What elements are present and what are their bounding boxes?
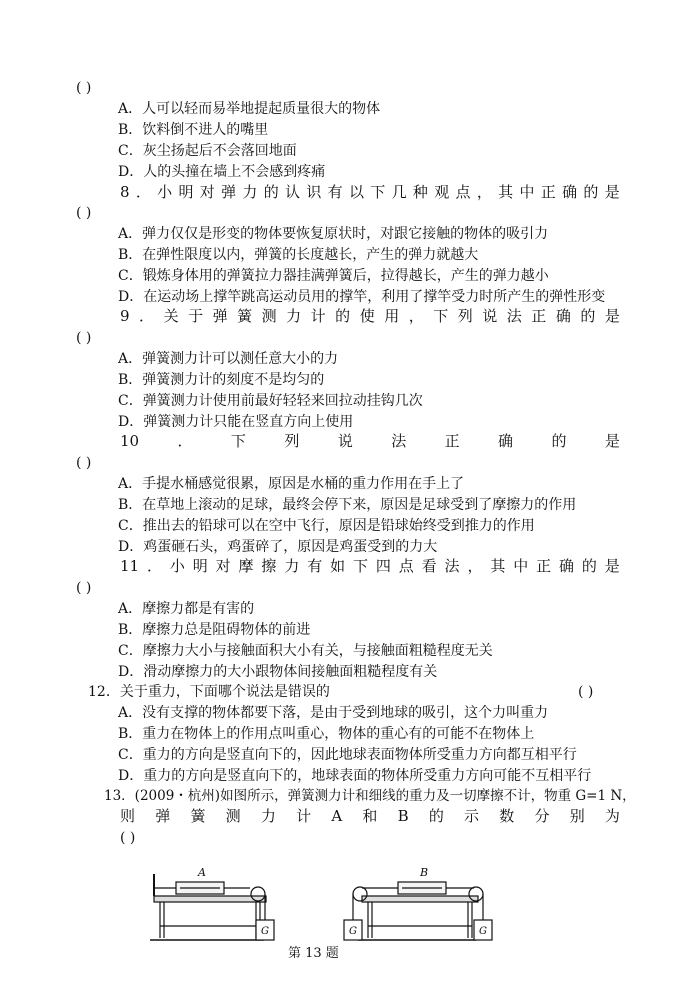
q13-stem-line2	[120, 806, 620, 826]
q10-stem-char: 说	[337, 432, 353, 450]
q7-option-c: C．灰尘扬起后不会落回地面	[118, 143, 297, 159]
q8-stem-char: 小	[157, 183, 173, 201]
q13-stem-char: 分	[534, 807, 550, 825]
q8-stem-char: 8	[120, 183, 130, 201]
figure-caption: 第 13 题	[288, 946, 339, 961]
q10-option-c: C．推出去的铅球可以在空中飞行，原因是铅球始终受到推力的作用	[118, 518, 535, 534]
q13-stem-char: 为	[604, 807, 620, 825]
q13-stem-char: 的	[428, 807, 444, 825]
spring-scale-b	[362, 882, 474, 894]
q9-stem-char: 弹	[212, 307, 228, 325]
q9-stem-char: 计	[310, 307, 326, 325]
q11-stem-char: 看	[421, 557, 437, 575]
q9-stem	[120, 306, 620, 326]
q9-stem-char: 法	[506, 307, 522, 325]
q9-stem-char: 说	[482, 307, 498, 325]
q8-option-d: D．在运动场上撑竿跳高运动员用的撑竿，利用了撑竿受力时所产生的弹性形变	[118, 289, 606, 305]
q11-stem-char: 有	[307, 557, 323, 575]
q13-stem-char: 弹	[155, 807, 171, 825]
q9-stem-char: 确	[555, 307, 571, 325]
q8-stem-char: 正	[540, 183, 556, 201]
q11-stem-char: ，	[467, 557, 483, 575]
answer-paren: ( )	[76, 80, 92, 96]
q13-stem-char: 则	[120, 807, 136, 825]
q11-stem-char: 的	[581, 557, 597, 575]
q7-option-d: D．人的头撞在墙上不会感到疼痛	[118, 164, 326, 180]
q8-stem-char: 力	[242, 183, 258, 201]
q11-option-a: A．摩擦力都是有害的	[118, 601, 255, 617]
q10-option-d: D．鸡蛋砸石头，鸡蛋碎了，原因是鸡蛋受到的力大	[118, 539, 438, 555]
q9-stem-char: 的	[580, 307, 596, 325]
q11-stem-char: 小	[169, 557, 185, 575]
q9-stem-char: 使	[359, 307, 375, 325]
q7-option-b: B．饮料倒不进人的嘴里	[118, 122, 269, 138]
q9-stem-char: 正	[531, 307, 547, 325]
q11-stem-char: 力	[284, 557, 300, 575]
q11-stem	[120, 556, 620, 576]
q11-option-d: D．滑动摩擦力的大小跟物体间接触面粗糙程度有关	[118, 664, 438, 680]
q10-stem-char: 列	[284, 432, 300, 450]
q11-stem-char: 下	[352, 557, 368, 575]
q9-option-b: B．弹簧测力计的刻度不是均匀的	[118, 372, 325, 388]
q11-stem-char: 11	[120, 557, 140, 575]
q9-stem-char: 列	[457, 307, 473, 325]
q11-stem-char: 擦	[261, 557, 277, 575]
q9-stem-char: 关	[163, 307, 179, 325]
q8-stem-char: 的	[583, 183, 599, 201]
q10-stem-char: 的	[551, 432, 567, 450]
q8-stem-char: 明	[178, 183, 194, 201]
q9-option-a: A．弹簧测力计可以测任意大小的力	[118, 351, 339, 367]
q10-stem-char: 10	[120, 432, 140, 450]
q8-stem-char: 中	[519, 183, 535, 201]
q10-stem-char: 法	[391, 432, 407, 450]
q12-stem: 12．关于重力，下面哪个说法是错误的	[88, 684, 330, 700]
q11-option-b: B．摩擦力总是阻碍物体的前进	[118, 622, 311, 638]
left-table	[150, 896, 266, 940]
q13-stem-char: 计	[296, 807, 312, 825]
q9-stem-char: ．	[139, 307, 155, 325]
q8-stem-char: 认	[285, 183, 301, 201]
q8-stem-char: 种	[412, 183, 428, 201]
q9-stem-char: 下	[433, 307, 449, 325]
q11-stem-char: 其	[490, 557, 506, 575]
q11-stem-char: 中	[513, 557, 529, 575]
q11-stem-char: 摩	[238, 557, 254, 575]
q9-stem-char: 测	[261, 307, 277, 325]
q9-stem-char: 力	[286, 307, 302, 325]
spring-scale-a	[154, 882, 250, 894]
q11-stem-char: 对	[215, 557, 231, 575]
q10-stem-char: 正	[444, 432, 460, 450]
q9-stem-char: 是	[604, 307, 620, 325]
q13-stem-char: 力	[260, 807, 276, 825]
q13-stem-char: 和	[362, 807, 378, 825]
q11-option-c: C．摩擦力大小与接触面积大小有关，与接触面粗糙程度无关	[118, 643, 493, 659]
q13-stem-char: A	[331, 807, 343, 825]
q13-stem-char: 簧	[190, 807, 206, 825]
q9-stem-char: 于	[188, 307, 204, 325]
q11-stem-char: 正	[536, 557, 552, 575]
q8-stem-char: 观	[434, 183, 450, 201]
q10-stem-char: ．	[177, 432, 193, 450]
q8-stem-char: ，	[476, 183, 492, 201]
q8-stem-char: 其	[498, 183, 514, 201]
answer-paren: ( )	[76, 330, 92, 346]
answer-paren: ( )	[76, 205, 92, 221]
q8-stem-char: 下	[370, 183, 386, 201]
weight-label: G	[261, 926, 269, 937]
q12-option-d: D．重力的方向是竖直向下的，地球表面的物体所受重力方向可能不互相平行	[118, 768, 592, 784]
q10-option-a: A．手提水桶感觉很累，原因是水桶的重力作用在手上了	[118, 476, 465, 492]
q10-option-b: B．在草地上滚动的足球，最终会停下来，原因是足球受到了摩擦力的作用	[118, 497, 577, 513]
q13-stem-char: 数	[499, 807, 515, 825]
answer-paren: ( )	[120, 830, 136, 846]
q8-stem-char: 点	[455, 183, 471, 201]
q13-stem-char: 测	[225, 807, 241, 825]
q10-stem	[120, 431, 620, 451]
q13-stem-char: 示	[464, 807, 480, 825]
q9-stem-char: 的	[335, 307, 351, 325]
q8-stem-char: 以	[348, 183, 364, 201]
q9-stem-char: ，	[408, 307, 424, 325]
answer-paren: ( )	[76, 580, 92, 596]
q8-stem-char: 的	[263, 183, 279, 201]
q9-option-c: C．弹簧测力计使用前最好轻轻来回拉动挂钩几次	[118, 393, 423, 409]
q9-stem-char: 用	[384, 307, 400, 325]
q9-stem-char: 9	[120, 307, 130, 325]
q13-stem-line1: 13．(2009・杭州)如图所示，弹簧测力计和细线的重力及一切摩擦不计，物重 G=1 N，	[104, 788, 636, 804]
q12-option-a: A．没有支撑的物体都要下落，是由于受到地球的吸引，这个力叫重力	[118, 705, 549, 721]
weight-label: G	[349, 926, 357, 937]
q9-stem-char: 簧	[237, 307, 253, 325]
q11-stem-char: ．	[146, 557, 162, 575]
q8-stem-char: 弹	[221, 183, 237, 201]
q11-stem-char: 确	[559, 557, 575, 575]
q13-stem-char: 别	[569, 807, 585, 825]
q11-stem-char: 点	[398, 557, 414, 575]
q12-option-b: B．重力在物体上的作用点叫重心，物体的重心有的可能不在物体上	[118, 726, 535, 742]
q8-stem-char: 对	[199, 183, 215, 201]
q7-option-a: A．人可以轻而易举地提起质量很大的物体	[118, 101, 381, 117]
q10-stem-char: 下	[230, 432, 246, 450]
q11-stem-char: 明	[192, 557, 208, 575]
right-table	[358, 896, 478, 940]
q10-stem-char: 是	[604, 432, 620, 450]
q11-stem-char: 是	[604, 557, 620, 575]
q8-stem-char: 是	[604, 183, 620, 201]
q13-stem-char: B	[397, 807, 409, 825]
q8-option-b: B．在弹性限度以内，弹簧的长度越长，产生的弹力就越大	[118, 247, 479, 263]
q8-option-a: A．弹力仅仅是形变的物体要恢复原状时，对跟它接触的物体的吸引力	[118, 226, 549, 242]
answer-paren: ( )	[76, 455, 92, 471]
q8-stem-char: ．	[135, 183, 151, 201]
q11-stem-char: 法	[444, 557, 460, 575]
label-a: A	[198, 866, 206, 879]
q11-stem-char: 如	[330, 557, 346, 575]
q10-stem-char: 确	[498, 432, 514, 450]
q8-stem-char: 有	[327, 183, 343, 201]
answer-paren: ( )	[578, 684, 594, 700]
q13-figure	[140, 860, 540, 980]
q8-stem-char: 识	[306, 183, 322, 201]
q9-option-d: D．弹簧测力计只能在竖直方向上使用	[118, 414, 354, 430]
table-top	[154, 896, 266, 902]
q11-stem-char: 四	[375, 557, 391, 575]
weight-label: G	[479, 926, 487, 937]
q8-stem-char: 几	[391, 183, 407, 201]
q8-stem	[120, 182, 620, 202]
q12-option-c: C．重力的方向是竖直向下的，因此地球表面物体所受重力方向都互相平行	[118, 747, 577, 763]
q8-stem-char: 确	[562, 183, 578, 201]
q8-option-c: C．锻炼身体用的弹簧拉力器挂满弹簧后，拉得越长，产生的弹力越小	[118, 268, 549, 284]
label-b: B	[420, 866, 429, 879]
pulley-icon	[353, 887, 367, 901]
